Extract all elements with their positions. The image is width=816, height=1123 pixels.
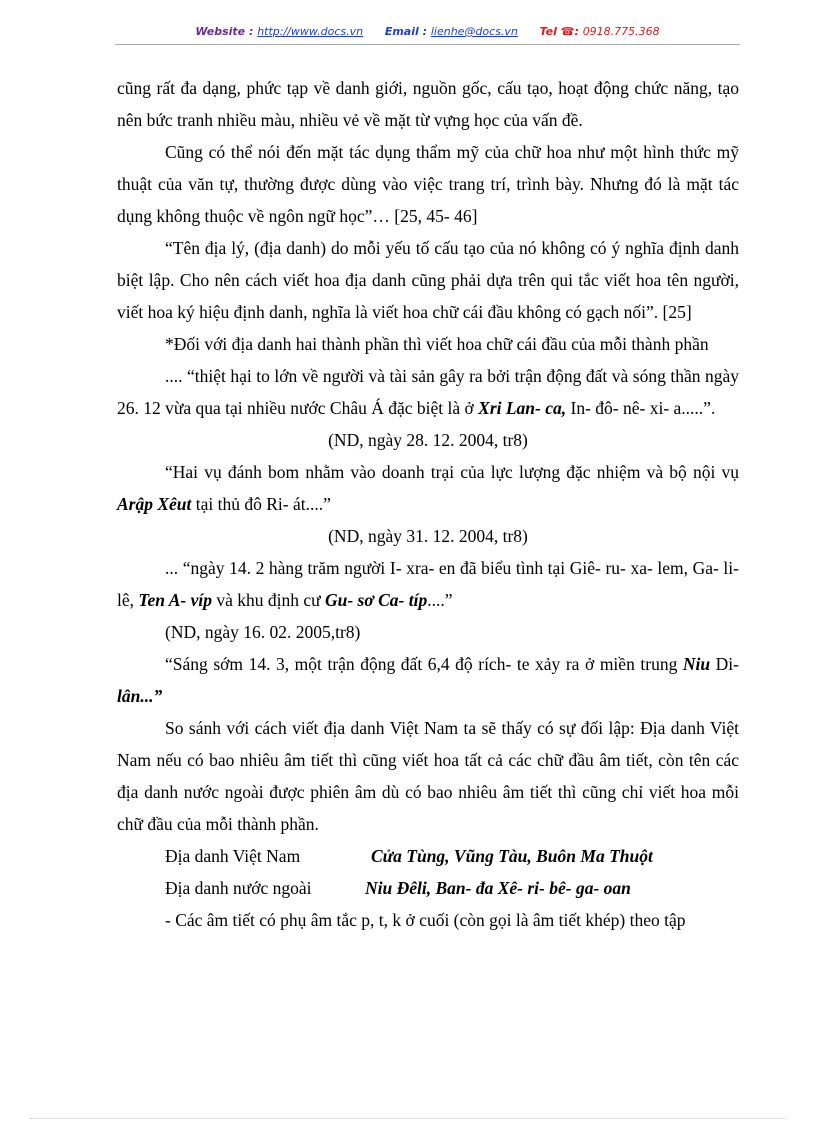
text-run: .... “thiệt hại to lớn về người và tài sản gây ra bởi trận động đất và sóng thần ngày 26. 12 vừa qua tại nhiều nước Châu Á đặc biệt là ở — [117, 366, 739, 418]
place-name: Ten A- víp — [138, 590, 212, 610]
page-bottom-divider — [30, 1118, 786, 1119]
example-value: Niu Đêli, Ban- đa Xê- ri- bê- ga- oan — [365, 878, 631, 898]
example-label: Địa danh Việt Nam — [165, 846, 301, 866]
quote-paragraph — [117, 360, 739, 424]
email-label: Email : — [384, 25, 427, 38]
quote-paragraph — [117, 456, 739, 520]
website-link[interactable]: http://www.docs.vn — [257, 25, 364, 38]
example-row — [117, 872, 739, 904]
place-name: Arập Xêut — [117, 494, 192, 514]
paragraph: - Các âm tiết có phụ âm tắc p, t, k ở cuối (còn gọi là âm tiết khép) theo tập — [165, 910, 686, 930]
citation: (ND, ngày 16. 02. 2005,tr8) — [165, 622, 361, 642]
text-run: ....” — [427, 590, 453, 610]
text-run: ... “ngày 14. 2 hàng trăm người I- xra- en đã biểu tình tại Giê- ru- xa- lem, Ga- li- lê, — [117, 558, 739, 610]
place-name: Xri Lan- ca, — [478, 398, 567, 418]
example-row — [117, 840, 739, 872]
page-header — [115, 22, 740, 45]
document-body — [117, 72, 739, 936]
website-label: Website : — [195, 25, 254, 38]
quote-paragraph — [117, 648, 739, 712]
text-run: “Hai vụ đánh bom nhằm vào doanh trại của lực lượng đặc nhiệm và bộ nội vụ — [165, 462, 739, 482]
paragraph: So sánh với cách viết địa danh Việt Nam ta sẽ thấy có sự đối lập: Địa danh Việt Nam nếu có bao nhiêu âm tiết thì cũng viết hoa tất cả các chữ đầu âm tiết, còn tên các địa danh nước ngoài được phiên âm dù có bao nhiêu âm tiết thì cũng chỉ viết hoa mỗi chữ đầu của mỗi thành phần. — [117, 718, 739, 834]
place-name: Gu- sơ Ca- típ — [324, 590, 428, 610]
paragraph: Cũng có thể nói đến mặt tác dụng thẩm mỹ của chữ hoa như một hình thức mỹ thuật của văn tự, thường được dùng vào việc trang trí, trình bày. Nhưng đó là mặt tác dụng không thuộc về ngôn ngữ học”… [25, 45- 46] — [117, 142, 739, 226]
place-name: Niu — [682, 654, 711, 674]
text-run: tại thủ đô Ri- át....” — [191, 494, 331, 514]
tel-label: Tel ☎: — [539, 25, 579, 38]
text-run: “Sáng sớm 14. 3, một trận động đất 6,4 độ rích- te xảy ra ở miền trung — [165, 654, 683, 674]
text-run: và khu định cư — [211, 590, 325, 610]
email-link[interactable]: lienhe@docs.vn — [430, 25, 518, 38]
text-run: Di- — [710, 654, 739, 674]
paragraph: “Tên địa lý, (địa danh) do mỗi yếu tố cấu tạo của nó không có ý nghĩa định danh biệt lập. Cho nên cách viết hoa địa danh cũng phải dựa trên qui tắc viết hoa tên người, viết hoa ký hiệu định danh, nghĩa là viết hoa chữ cái đầu không có gạch nối”. [25] — [117, 238, 739, 322]
citation: (ND, ngày 31. 12. 2004, tr8) — [328, 526, 528, 546]
example-label: Địa danh nước ngoài — [165, 878, 312, 898]
tel-number: 0918.775.368 — [582, 25, 660, 38]
place-name: lân...” — [117, 686, 163, 706]
paragraph: cũng rất đa dạng, phức tạp về danh giới, nguồn gốc, cấu tạo, hoạt động chức năng, tạo nên bức tranh nhiều màu, nhiều vẻ về mặt từ vựng học của vấn đề. — [117, 78, 739, 130]
citation: (ND, ngày 28. 12. 2004, tr8) — [328, 430, 528, 450]
example-value: Cửa Tùng, Vũng Tàu, Buôn Ma Thuột — [371, 846, 653, 866]
text-run: In- đô- nê- xi- a.....”. — [566, 398, 716, 418]
quote-paragraph — [117, 552, 739, 616]
paragraph: *Đối với địa danh hai thành phần thì viết hoa chữ cái đầu của mỗi thành phần — [165, 334, 709, 354]
